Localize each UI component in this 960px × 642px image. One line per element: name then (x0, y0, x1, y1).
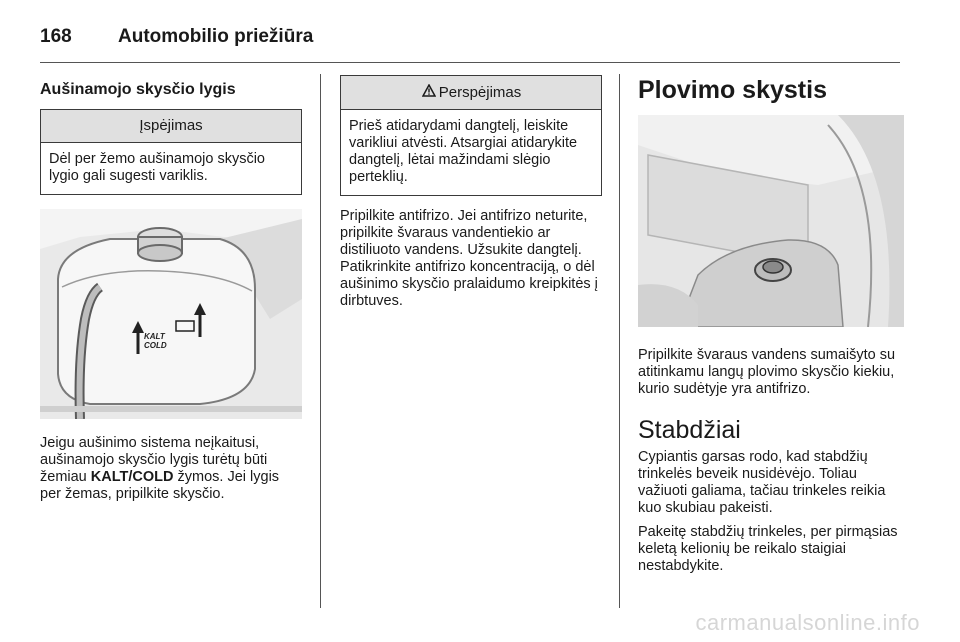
kalt-cold-mark: KALT/COLD (90, 469, 174, 485)
page-header (40, 22, 313, 52)
column-divider-1 (320, 74, 321, 608)
column-washer-brakes (638, 78, 904, 575)
warning-box (340, 75, 602, 196)
column-warning (340, 75, 602, 310)
watermark: carmanualsonline.info (695, 610, 920, 635)
notice-heading: Įspėjimas (41, 110, 301, 143)
brakes-text-1: Cypiantis garsas rodo, kad stabdžių trinkelės beveik nusidėvėjo. Toliau važiuoti galiama, tačiau trinkeles reikia kuo skubiau pakeisti. (638, 449, 886, 516)
coolant-section-title: Aušinamojo skysčio lygis (40, 81, 236, 98)
figure-label-cold: COLD (144, 341, 167, 350)
page-title: Automobilio priežiūra (118, 26, 314, 47)
warning-triangle-icon (421, 81, 437, 103)
antifreeze-paragraph: Pripilkite antifrizo. Jei antifrizo neturite, pripilkite švaraus vandentiekio ar distiliuoto vandens. Užsukite dangtelį. Patikrinkite antifrizo koncentraciją, o dėl aušinimo skysčio pralaidumo kreipkitės į dirbtuves. (340, 208, 598, 309)
washer-reservoir-illustration (638, 115, 904, 327)
column-divider-2 (619, 74, 620, 608)
coolant-reservoir-illustration (40, 209, 302, 419)
washer-reservoir-figure (638, 115, 904, 327)
warning-text: Prieš atidarydami dangtelį, leiskite varikliui atvėsti. Atsargiai atidarykite dangtelį, lėtai mažindami slėgio perteklių. (349, 118, 578, 185)
warning-heading: Perspėjimas (438, 84, 522, 101)
notice-text: Dėl per žemo aušinamojo skysčio lygio gali sugesti variklis. (49, 151, 265, 184)
header-rule (40, 62, 900, 63)
warning-heading-row (341, 76, 601, 110)
coolant-paragraph: Jeigu aušinimo sistema neįkaitusi, aušinamojo skysčio lygis turėtų būti žemiau KALT/COLD žymos. Jei lygis per žemas, pripilkite skysčio. (40, 435, 280, 502)
coolant-reservoir-figure (40, 209, 302, 419)
brakes-title: Stabdžiai (638, 416, 741, 444)
page-number: 168 (40, 26, 72, 47)
brakes-text-2: Pakeitę stabdžių trinkeles, per pirmąsias keletą kelionių be reikalo staigiai nestabdykite. (638, 524, 898, 574)
washer-fluid-title: Plovimo skystis (638, 76, 827, 104)
column-coolant (40, 78, 302, 503)
washer-fluid-text: Pripilkite švaraus vandens sumaišyto su atitinkamu langų plovimo skysčio kiekiu, kurio sudėtyje yra antifrizo. (638, 347, 896, 397)
figure-label-kalt: KALT (144, 332, 165, 341)
notice-box (40, 109, 302, 195)
